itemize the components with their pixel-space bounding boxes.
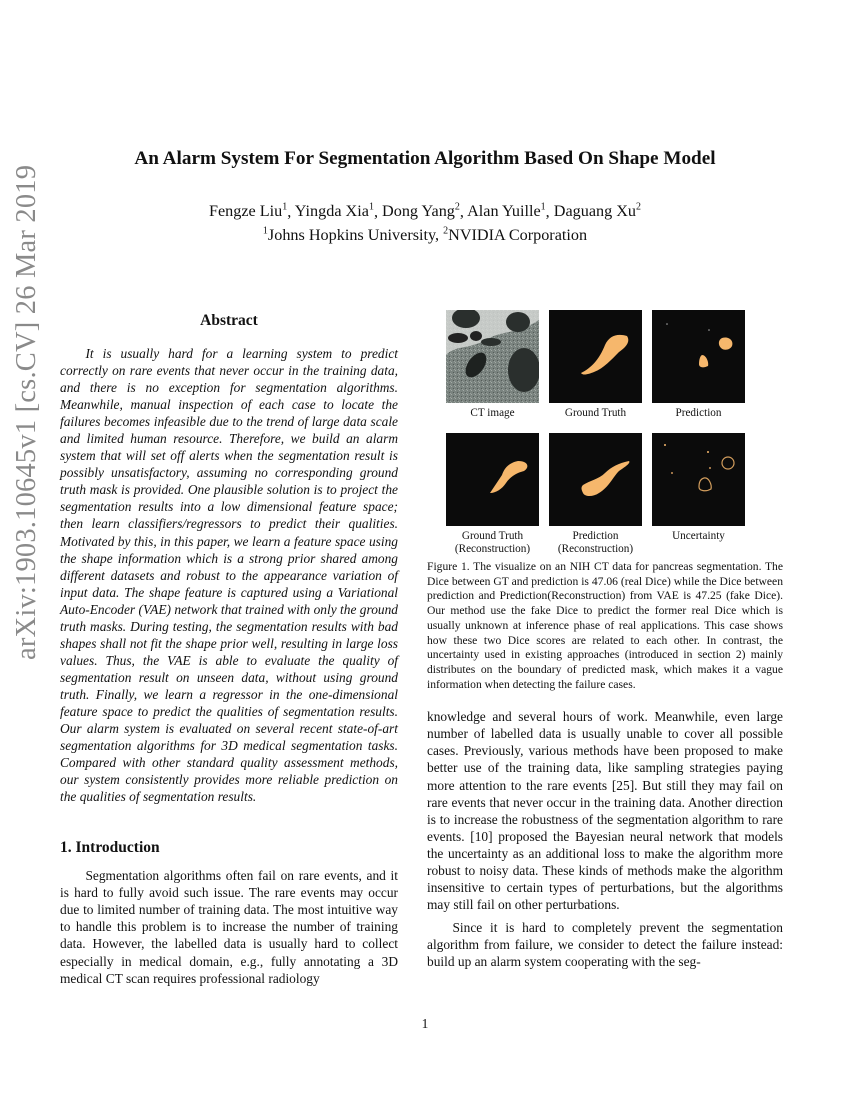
introduction-heading: 1. Introduction [60, 839, 160, 857]
introduction-paragraph-continued: knowledge and several hours of work. Meanwhile, even large number of labelled data is usually unable to cover all possible cases. Previously, various methods have been proposed to make better use of the training data, like sampling strategies paying more attention to the rare events [25]. But still they may fail on rare events that never occur in the training data. Another direction is to increase the robustness of the segmentation algorithm to rare events. [10] proposed the Bayesian neural network that models the uncertainty as an additional loss to make the algorithm more robust to noisy data. These kinds of methods make the algorithm insensitive to certain types of perturbations, but the algorithms may still fail on other perturbations. [427, 709, 783, 912]
panel-label: CT image [470, 407, 515, 419]
figure-panel-gt [549, 310, 642, 433]
figure-caption: Figure 1. The visualize on an NIH CT data for pancreas segmentation. The Dice between GT and prediction is 47.06 (real Dice) while the Dice between prediction and Prediction(Reconstruction) from VAE is 47.25 (fake Dice). Our method use the fake Dice to predict the former real Dice which is usually unknown at inference phase of real applications. This case shows how these two Dice scores are related to each other. In contrast, the uncertainty used in existing approaches (introduced in section 2) mainly distributes on the boundary of predicted mask, which makes it a vague information when detecting the failure cases. [427, 560, 783, 691]
prediction-image [652, 310, 745, 403]
figure-panel-prediction [652, 310, 745, 433]
figure-panel-prediction-reconstruction [549, 433, 642, 556]
left-column [60, 312, 398, 987]
mask-shape-icon [446, 433, 539, 526]
figure-1 [446, 310, 783, 556]
panel-label: Prediction [675, 407, 722, 419]
uncertainty-map-icon [652, 433, 745, 526]
mask-shape-icon [652, 310, 745, 403]
arxiv-stamp [7, 164, 47, 660]
panel-label: Prediction (Reconstruction) [557, 530, 634, 555]
right-column [427, 310, 783, 970]
page-number: 1 [421, 1016, 429, 1031]
uncertainty-image [652, 433, 745, 526]
author: Alan Yuille$^1$ [467, 202, 546, 221]
affiliation: $^2$NVIDIA Corporation [443, 225, 588, 244]
author-list: Fengze Liu$^1$, Yingda Xia$^1$, Dong Yang$^2$, Alan Yuille$^1$, Daguang Xu$^2$ [208, 202, 642, 221]
paper-title: An Alarm System For Segmentation Algorithm Based On Shape Model [134, 148, 716, 169]
author: Yingda Xia$^1$ [294, 202, 374, 221]
abstract-text: It is usually hard for a learning system to predict correctly on rare events that never occur in the training data, and there is no exception for segmentation algorithms. Meanwhile, manual inspection of each case to locate the failures becomes infeasible due to the trend of large data scale and limited human resource. Therefore, we build an alarm system that will set off alerts when the segmentation result is possibly unsatisfactory, assuming no corresponding ground truth mask is provided. One plausible solution is to project the segmentation results into a low dimensional feature space; then learn classifiers/regressors to predict their qualities. Motivated by this, in this paper, we learn a feature space using the shape information which is a strong prior shared among different datasets and robust to the appearance variation of input data. The shape feature is captured using a Variational Auto-Encoder (VAE) network that trained with only the ground truth masks. During testing, the segmentation results with bad shapes shall not fit the shape prior well, resulting in large loss values. Thus, the VAE is able to evaluate the quality of segmentation result on unseen data, without using ground truth. Finally, we learn a regressor in the one-dimensional feature space to predict the qualities of segmentation results. Our alarm system is evaluated on several recent state-of-art segmentation algorithms for 3D medical segmentation tasks. Compared with other standard quality assessment methods, our system consistently provides more reliable prediction on the qualities of segmentation results. [60, 346, 398, 805]
prediction-reconstruction-image [549, 433, 642, 526]
introduction-paragraph: Since it is hard to completely prevent the segmentation algorithm from failure, we consider to detect the failure instead: build up an alarm system cooperating with the seg- [427, 919, 783, 969]
introduction-paragraph: Segmentation algorithms often fail on rare events, and it is hard to fully avoid such issue. The rare events may occur due to limited number of training data. The most intuitive way to handle this problem is to increase the number of training data. However, the labelled data is usually hard to collect especially in medical domain, e.g., fully annotating a 3D medical CT scan requires professional radiology [60, 868, 398, 986]
mask-shape-icon [549, 433, 642, 526]
ct-image [446, 310, 539, 403]
gt-reconstruction-image [446, 433, 539, 526]
ground-truth-image [549, 310, 642, 403]
author: Daguang Xu$^2$ [553, 202, 642, 221]
mask-shape-icon [549, 310, 642, 403]
figure-panel-gt-reconstruction [446, 433, 539, 556]
panel-label: Uncertainty [672, 530, 725, 542]
panel-label: Ground Truth [564, 407, 627, 419]
figure-panel-ct [446, 310, 539, 433]
ct-scan-icon [446, 310, 539, 403]
affiliation-list: $^1$Johns Hopkins University, $^2$NVIDIA Corporation [262, 225, 588, 244]
affiliation: $^1$Johns Hopkins University [262, 225, 436, 244]
figure-panel-uncertainty [652, 433, 745, 556]
author-block [0, 198, 850, 245]
abstract-heading: Abstract [200, 312, 258, 329]
arxiv-stamp-text: arXiv:1903.10645v1 [cs.CV] 26 Mar 2019 [11, 164, 42, 660]
author: Dong Yang$^2$ [382, 202, 460, 221]
author: Fengze Liu$^1$ [208, 202, 288, 221]
panel-label: Ground Truth (Reconstruction) [454, 530, 531, 555]
